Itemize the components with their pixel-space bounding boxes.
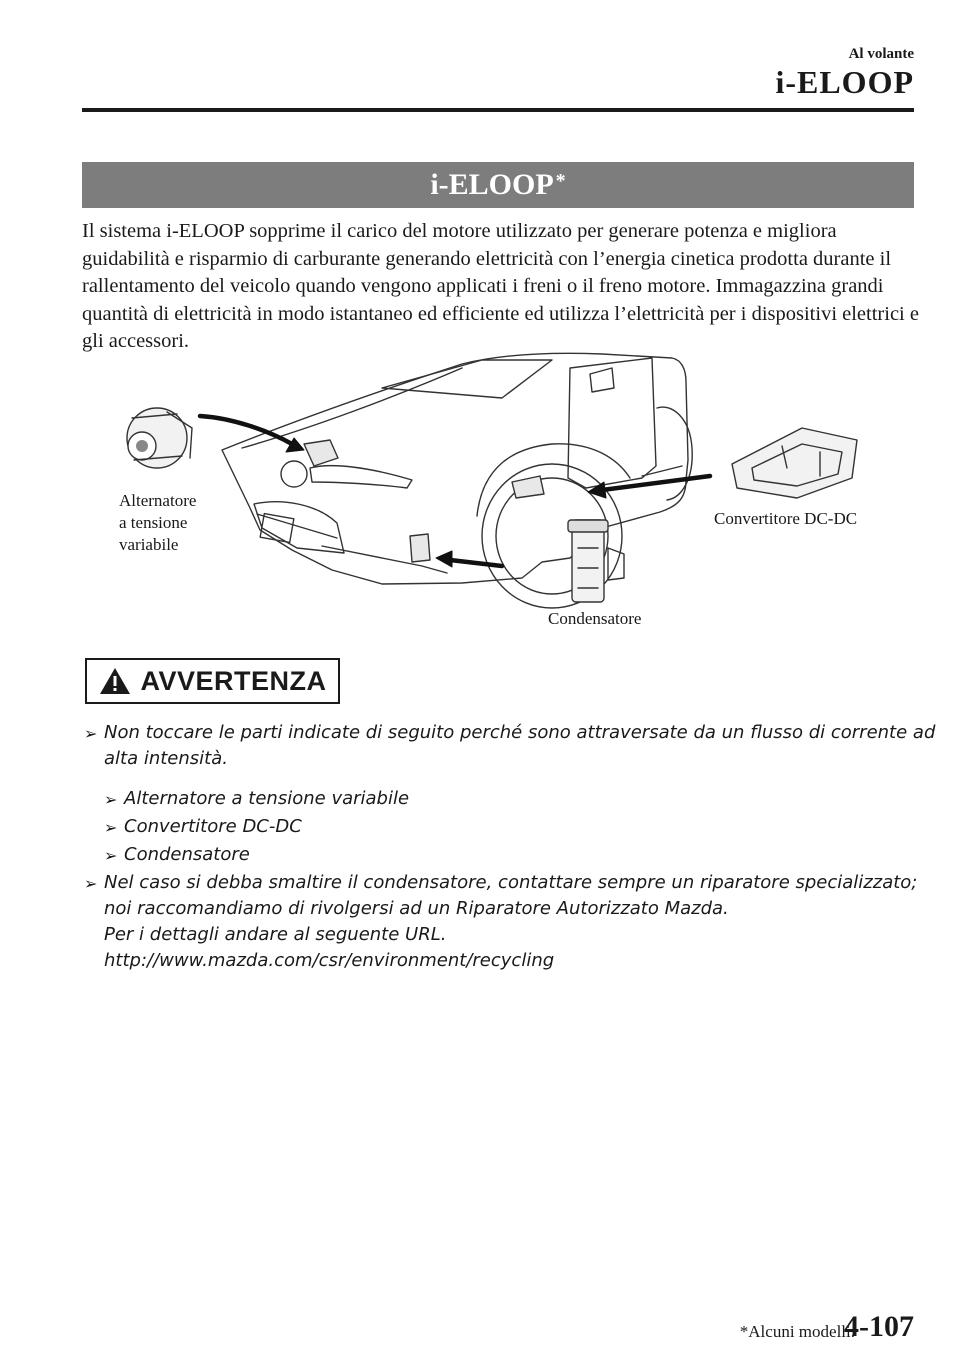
side-sill [642,466,682,476]
warning-item-1: ➢ Non toccare le parti indicate di seguito perché sono attraversate da un flusso di corrente ad alta intensità. [84,720,914,772]
grille [254,502,344,553]
running-header-section: Al volante [848,46,914,62]
label-capacitor: Condensatore [548,609,642,628]
label-alternator: Alternatore a tensione variabile [119,491,197,554]
warning-item-2: ➢ Nel caso si debba smaltire il condensatore, contattare sempre un riparatore specializzato; noi raccomandiamo di rivolgersi ad un Riparatore Autorizzato Mazda. Per i dettagli andare al seguente URL. http://www.mazda.com/csr/environment/recycling [84,870,914,974]
warning-subitem-1: ➢ Alternatore a tensione variabile [104,786,409,813]
warning-subitem-3: ➢ Condensatore [104,842,250,869]
grille-bar [257,514,337,538]
dcdc-converter-component [732,428,857,498]
alternator-component [127,408,192,468]
capacitor-mount [410,534,430,562]
side-mirror [590,368,614,392]
page-title-text: i-ELOOP [430,168,554,201]
header-divider [82,108,914,112]
running-header-title: i-ELOOP [775,64,914,100]
warning-triangle-icon [98,666,132,696]
pointer-arrows [200,416,710,567]
license-plate [260,514,294,543]
label-dcdc-converter: Convertitore DC-DC [714,509,858,528]
arrow-right-icon: ➢ [84,874,98,893]
windshield [382,360,552,398]
arrow-right-icon: ➢ [104,846,118,865]
page-title-asterisk: * [555,169,566,192]
car-illustration [82,348,914,648]
arrow-right-icon: ➢ [104,790,118,809]
page-number: 4-107 [844,1310,914,1343]
intro-paragraph: Il sistema i-ELOOP sopprime il carico del motore utilizzato per generare potenza e migliora guidabilità e risparmio di carburante generando elettricità con l’energia cinetica prodotta durante il rallentamento del veicolo quando vengono applicati i freni o il freno motore. Immagazzina grandi quantità di elettricità in modo istantaneo ed efficiente ed utilizza l’elettricità per i dispositivi elettrici e gli accessori. [82,220,919,352]
warning-header [85,658,340,704]
page-title [82,162,914,208]
arrow-right-icon: ➢ [104,818,118,837]
footnote: *Alcuni modelli. [739,1322,855,1341]
recycling-url: http://www.mazda.com/csr/environment/recycling [104,950,555,971]
headlight [310,466,412,488]
warning-title: AVVERTENZA [140,665,327,696]
headlight-lens [281,461,307,487]
car-body [222,353,688,584]
warning-subitem-2: ➢ Convertitore DC-DC [104,814,302,841]
wheel-arch [477,444,630,516]
arrow-right-icon: ➢ [84,724,98,743]
alternator-mount [304,440,338,466]
dcdc-mount [512,476,544,498]
capacitor-component [568,520,624,602]
front-door [568,358,656,488]
